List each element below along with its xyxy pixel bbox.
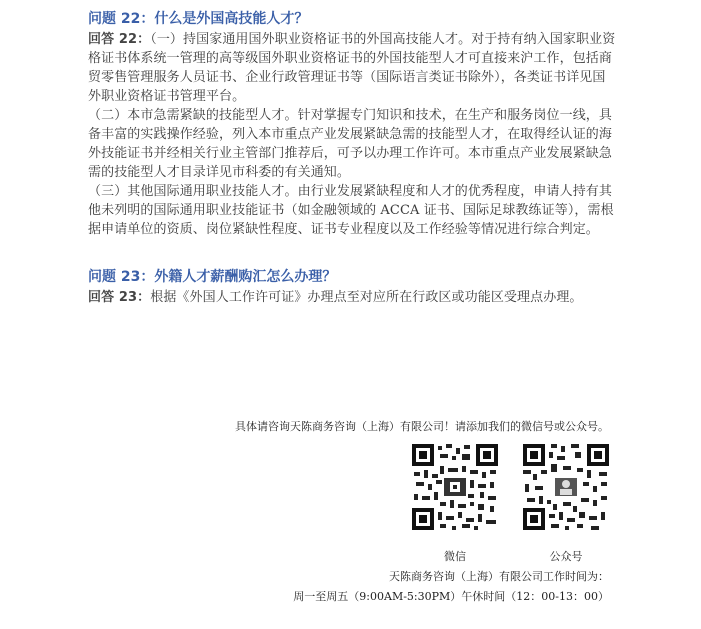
working-hours-text: 周一至周五（9:00AM-5:30PM）午休时间（12：00-13：00）: [293, 590, 609, 603]
wechat-qr-icon: [410, 442, 500, 532]
answer-22: [88, 30, 618, 239]
answer-23: [88, 288, 618, 307]
answer-23-paragraph-1: 回答 23：根据《外国人工作许可证》办理点至对应所在行政区或功能区受理点办理。: [88, 290, 583, 305]
wechat-label: 微信: [444, 550, 466, 563]
answer-23-label: 回答 23：: [88, 290, 151, 305]
answer-22-paragraph-2: （二）本市急需紧缺的技能型人才。针对掌握专门知识和技术，在生产和服务岗位一线，具备丰富的实践操作经验，列入本市重点产业发展紧缺急需的技能型人才，在取得经认证的海外技能证书并经相关行业主管部门推荐后，可予以办理工作许可。本市重点产业发展紧缺急需的技能型人才目录详见市科委的有关通知。: [88, 108, 613, 180]
contact-note: 具体请咨询天陈商务咨询（上海）有限公司！请添加我们的微信号或公众号。: [235, 420, 609, 433]
question-23-title: 问题 23：外籍人才薪酬购汇怎么办理？: [88, 269, 337, 285]
answer-22-label: 回答 22：: [88, 32, 151, 47]
official-account-qr-code: [521, 442, 611, 532]
working-hours-title: 天陈商务咨询（上海）有限公司工作时间为：: [389, 570, 609, 583]
official-account-qr-icon: [521, 442, 611, 532]
answer-22-paragraph-1: 回答 22：（一）持国家通用国外职业资格证书的外国高技能人才。对于持有纳入国家职业资格证书体系统一管理的高等级国外职业资格证书的外国技能型人才可直接来沪工作，包括商贸零售管理服务人员证书、企业行政管理证书等（国际语言类证书除外），各类证书详见国外职业资格证书管理平台。: [88, 32, 616, 104]
wechat-qr-code: [410, 442, 500, 532]
official-account-label: 公众号: [549, 550, 583, 563]
answer-22-paragraph-3: （三）其他国际通用职业技能人才。由行业发展紧缺程度和人才的优秀程度，申请人持有其他未列明的国际通用职业技能证书（如金融领域的 ACCA 证书、国际足球教练证等），需根据申请单位的资质、岗位紧缺性程度、证书专业程度以及工作经验等情况进行综合判定。: [88, 184, 614, 237]
question-22-title: 问题 22：什么是外国高技能人才？: [88, 11, 309, 27]
